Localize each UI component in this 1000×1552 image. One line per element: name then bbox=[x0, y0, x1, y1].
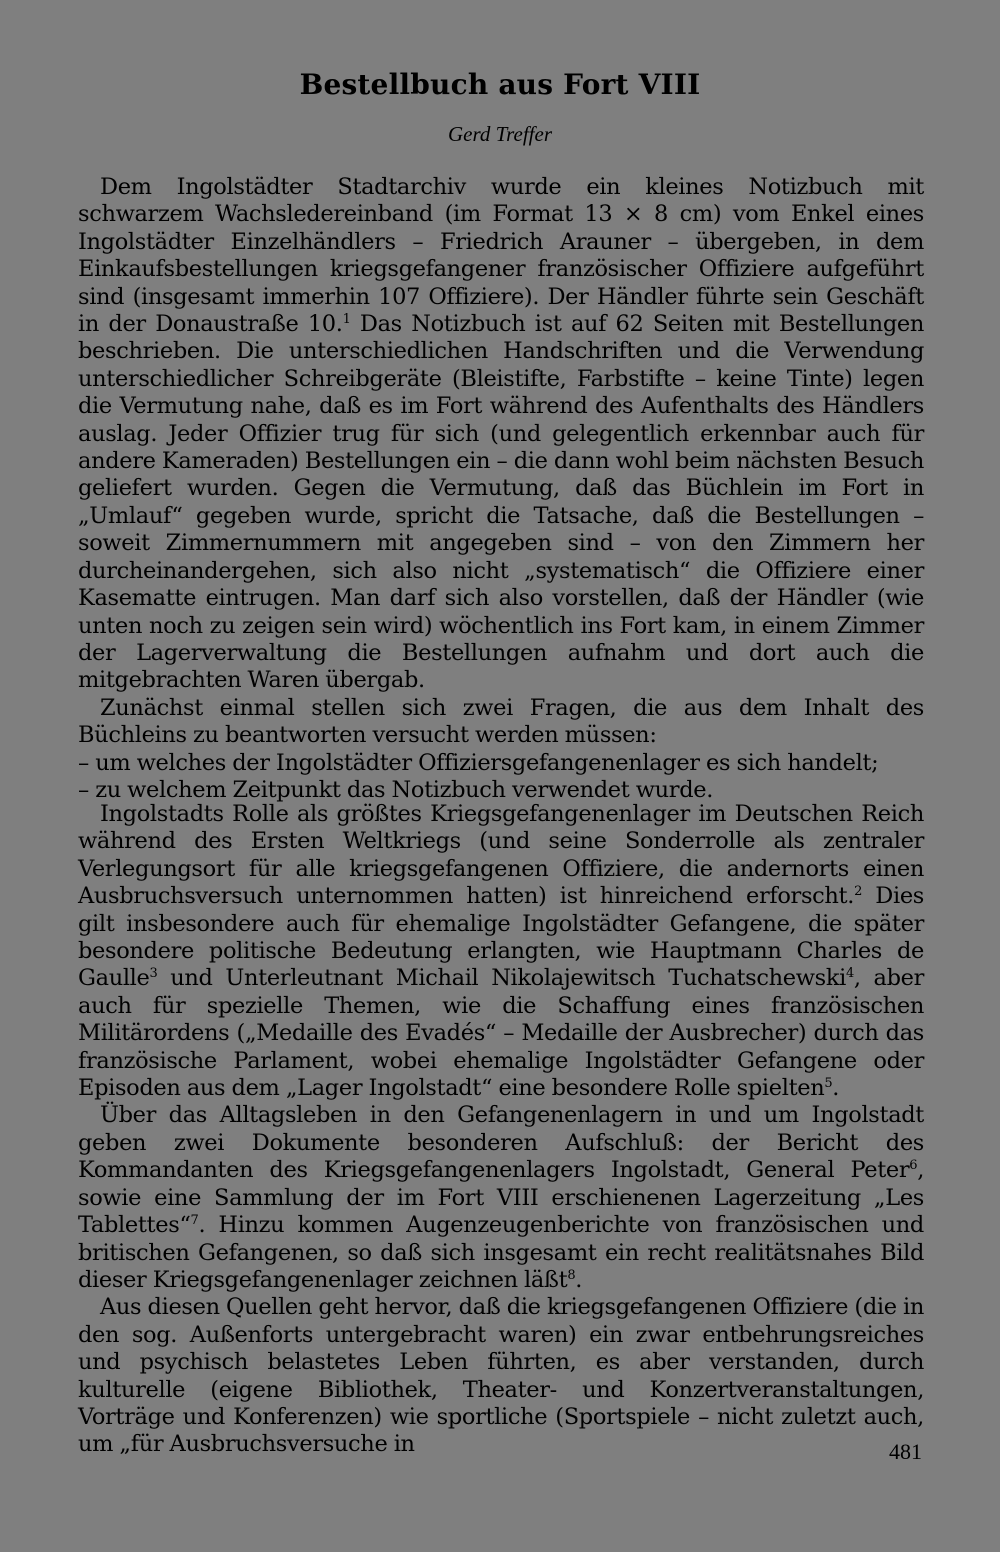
footnote-ref-4: 4 bbox=[845, 966, 854, 982]
paragraph: Aus diesen Quellen geht hervor, daß die kriegsgefangenen Offiziere (die in den sog. Außenforts untergebracht waren) ein zwar entbehrungsreiches und psychisch belastetes Leben führten, es aber verstanden, durch kulturelle (eigene Bibliothek, Theater- und Konzertveranstaltungen, Vorträge und Konferenzen) wie sportliche (Sportspiele – nicht zuletzt auch, um „für Ausbruchsversuche in bbox=[78, 1294, 924, 1458]
paragraph-text: Dies gilt insbesondere auch für ehemalige Ingolstädter Gefangene, die später besondere politische Bedeutung erlangten, wie Hauptmann Charles de Gaulle bbox=[78, 883, 925, 992]
list-item: – zu welchem Zeitpunkt das Notizbuch verwendet wurde. bbox=[78, 776, 714, 803]
list-item: – um welches der Ingolstädter Offiziersgefangenenlager es sich handelt; bbox=[78, 749, 879, 776]
article-title: Bestellbuch aus Fort VIII bbox=[299, 68, 701, 101]
paragraph bbox=[78, 1102, 924, 1294]
section-intro bbox=[78, 174, 924, 804]
footnote-ref-2: 2 bbox=[854, 884, 862, 900]
paragraph-text: Über das Alltagsleben in den Gefangenenlagern in und um Ingolstadt geben zwei Dokumente besonderen Aufschluß: der Bericht des Kommandanten des Kriegsgefangenenlagers Ingolstadt, General Peter bbox=[78, 1102, 924, 1184]
section-context bbox=[78, 801, 924, 1459]
footnote-ref-3: 3 bbox=[149, 966, 158, 982]
paragraph-text: . bbox=[832, 1075, 840, 1102]
paragraph-text: Das Notizbuch ist auf 62 Seiten mit Bestellungen beschrieben. Die unterschiedlichen Handschriften und die Verwendung unterschiedlicher Schreibgeräte (Bleistifte, Farbstifte – keine Tinte) legen die Vermutung nahe, daß es im Fort während des Aufenthalts des Händlers auslag. Jeder Offizier trug für sich (und gelegentlich erkennbar auch für andere Kameraden) Bestellungen ein – die dann wohl beim nächsten Besuch geliefert wurden. Gegen die Vermutung, daß das Büchlein im Fort in „Umlauf“ gegeben wurde, spricht die Tatsache, daß die Bestellungen – soweit Zimmernummern mit angegeben sind – von den Zimmern her durcheinandergehen, sich also nicht „systematisch“ die Offiziere einer Kasematte eintrugen. Man darf sich also vorstellen, daß der Händler (wie unten noch zu zeigen sein wird) wöchentlich ins Fort kam, in einem Zimmer der Lagerverwaltung die Bestellungen aufnahm und dort auch die mitgebrachten Waren übergab. bbox=[78, 311, 924, 694]
footnote-ref-7: 7 bbox=[190, 1213, 199, 1229]
paragraph bbox=[78, 174, 924, 695]
paragraph-text: und Unterleutnant Michail Nikolajewitsch Tuchatschewski bbox=[157, 965, 846, 992]
footnote-ref-6: 6 bbox=[909, 1158, 918, 1174]
article-author: Gerd Treffer bbox=[447, 122, 553, 146]
paragraph-text: . bbox=[575, 1266, 583, 1293]
footnote-ref-5: 5 bbox=[824, 1076, 833, 1092]
paragraph-text: , aber auch für spezielle Themen, wie die Schaffung eines französischen Militärordens („Medaille des Evadés“ – Medaille der Ausbrecher) durch das französische Parlament, wobei ehemalige Ingolstädter Gefangene oder Episoden aus dem „Lager Ingolstadt“ eine besondere Rolle spielten bbox=[78, 965, 924, 1102]
footnote-ref-8: 8 bbox=[567, 1267, 576, 1283]
paragraph-text: . Hinzu kommen Augenzeugenberichte von französischen und britischen Gefangenen, so daß sich insgesamt ein recht realitätsnahes Bild dieser Kriegsgefangenenlager zeichnen läßt bbox=[78, 1212, 924, 1293]
paragraph: Zunächst einmal stellen sich zwei Fragen, die aus dem Inhalt des Büchleins zu beantworten versucht werden müssen: bbox=[78, 694, 924, 749]
paragraph-text: Dem Ingolstädter Stadtarchiv wurde ein kleines Notizbuch mit schwarzem Wachsledereinband (im Format 13 × 8 cm) vom Enkel eines Ingolstädter Einzelhändlers – Friedrich Arauner – übergeben, in dem Einkaufsbestellungen kriegsgefangener französischer Offiziere aufgeführt sind (insgesamt immerhin 107 Offiziere). Der Händler führte sein Geschäft in der Donaustraße 10. bbox=[78, 174, 924, 338]
footnote-ref-1: 1 bbox=[342, 312, 351, 328]
paragraph-text: , sowie eine Sammlung der im Fort VIII erschienenen Lagerzeitung „Les Tablettes“ bbox=[78, 1157, 924, 1239]
page-number: 481 bbox=[889, 1439, 922, 1464]
paragraph-text: Ingolstadts Rolle als größtes Kriegsgefangenenlager im Deutschen Reich während des Ersten Weltkriegs (und seine Sonderrolle als zentraler Verlegungsort für alle kriegsgefangenen Offiziere, die andernorts einen Ausbruchsversuch unternommen hatten) ist hinreichend erforscht. bbox=[78, 801, 924, 910]
paragraph bbox=[78, 801, 924, 1102]
